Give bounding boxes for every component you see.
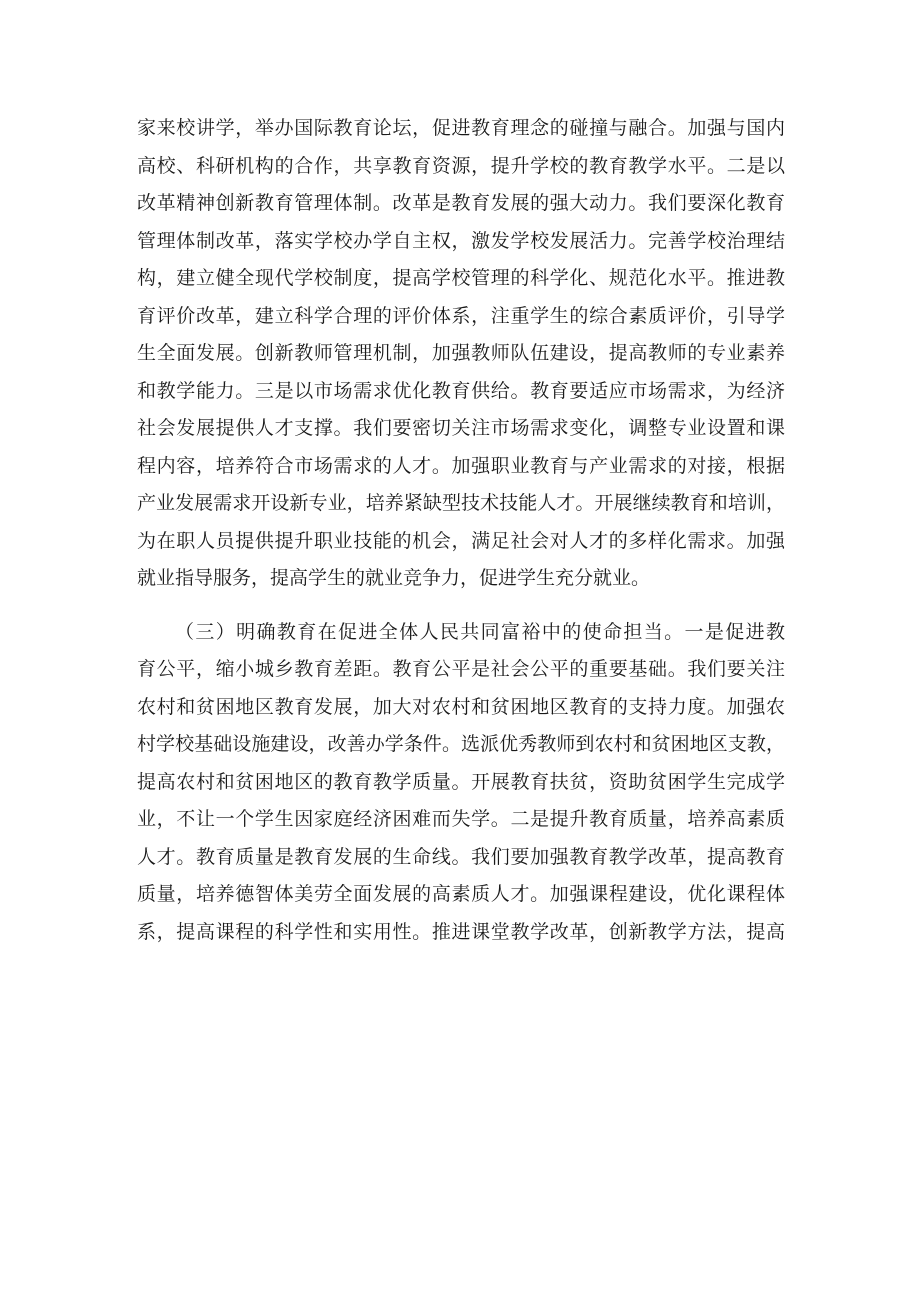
text-line: 生全面发展。创新教师管理机制，加强教师队伍建设，提高教师的专业素养 — [137, 342, 785, 364]
text-line: 程内容，培养符合市场需求的人才。加强职业教育与产业需求的对接，根据 — [137, 454, 785, 477]
text-line: 高校、科研机构的合作，共享教育资源，提升学校的教育教学水平。二是以 — [137, 154, 785, 177]
text-line: 业，不让一个学生因家庭经济困难而失学。二是提升教育质量，培养高素质 — [137, 808, 785, 830]
paragraph-1 — [137, 110, 785, 598]
text-line: 人才。教育质量是教育发展的生命线。我们要加强教育教学改革，提高教育 — [137, 845, 785, 868]
text-line: 和教学能力。三是以市场需求优化教育供给。教育要适应市场需求，为经济 — [137, 379, 785, 402]
text-line: 村学校基础设施建设，改善办学条件。选派优秀教师到农村和贫困地区支教， — [137, 733, 785, 755]
paragraph-2 — [137, 614, 785, 952]
text-line: 构，建立健全现代学校制度，提高学校管理的科学化、规范化水平。推进教 — [137, 267, 785, 289]
text-line: 家来校讲学，举办国际教育论坛，促进教育理念的碰撞与融合。加强与国内 — [137, 117, 785, 139]
text-line: （三）明确教育在促进全体人民共同富裕中的使命担当。一是促进教 — [175, 620, 785, 643]
text-line: 社会发展提供人才支撑。我们要密切关注市场需求变化，调整专业设置和课 — [137, 417, 785, 439]
text-line: 育公平，缩小城乡教育差距。教育公平是社会公平的重要基础。我们要关注 — [137, 658, 785, 680]
text-line: 就业指导服务，提高学生的就业竞争力，促进学生充分就业。 — [137, 567, 651, 589]
text-line: 为在职人员提供提升职业技能的机会，满足社会对人才的多样化需求。加强 — [137, 529, 785, 552]
text-line: 农村和贫困地区教育发展，加大对农村和贫困地区教育的支持力度。加强农 — [137, 695, 785, 718]
text-line: 改革精神创新教育管理体制。改革是教育发展的强大动力。我们要深化教育 — [137, 192, 785, 214]
text-line: 提高农村和贫困地区的教育教学质量。开展教育扶贫，资助贫困学生完成学 — [137, 770, 785, 793]
text-line: 质量，培养德智体美劳全面发展的高素质人才。加强课程建设，优化课程体 — [137, 883, 785, 905]
text-line: 育评价改革，建立科学合理的评价体系，注重学生的综合素质评价，引导学 — [137, 304, 785, 327]
paragraph-spacer — [137, 598, 785, 614]
text-line: 管理体制改革，落实学校办学自主权，激发学校发展活力。完善学校治理结 — [137, 229, 785, 252]
text-line: 产业发展需求开设新专业，培养紧缺型技术技能人才。开展继续教育和培训， — [137, 492, 785, 514]
document-body — [137, 110, 785, 951]
text-line: 系，提高课程的科学性和实用性。推进课堂教学改革，创新教学方法，提高 — [137, 920, 785, 943]
